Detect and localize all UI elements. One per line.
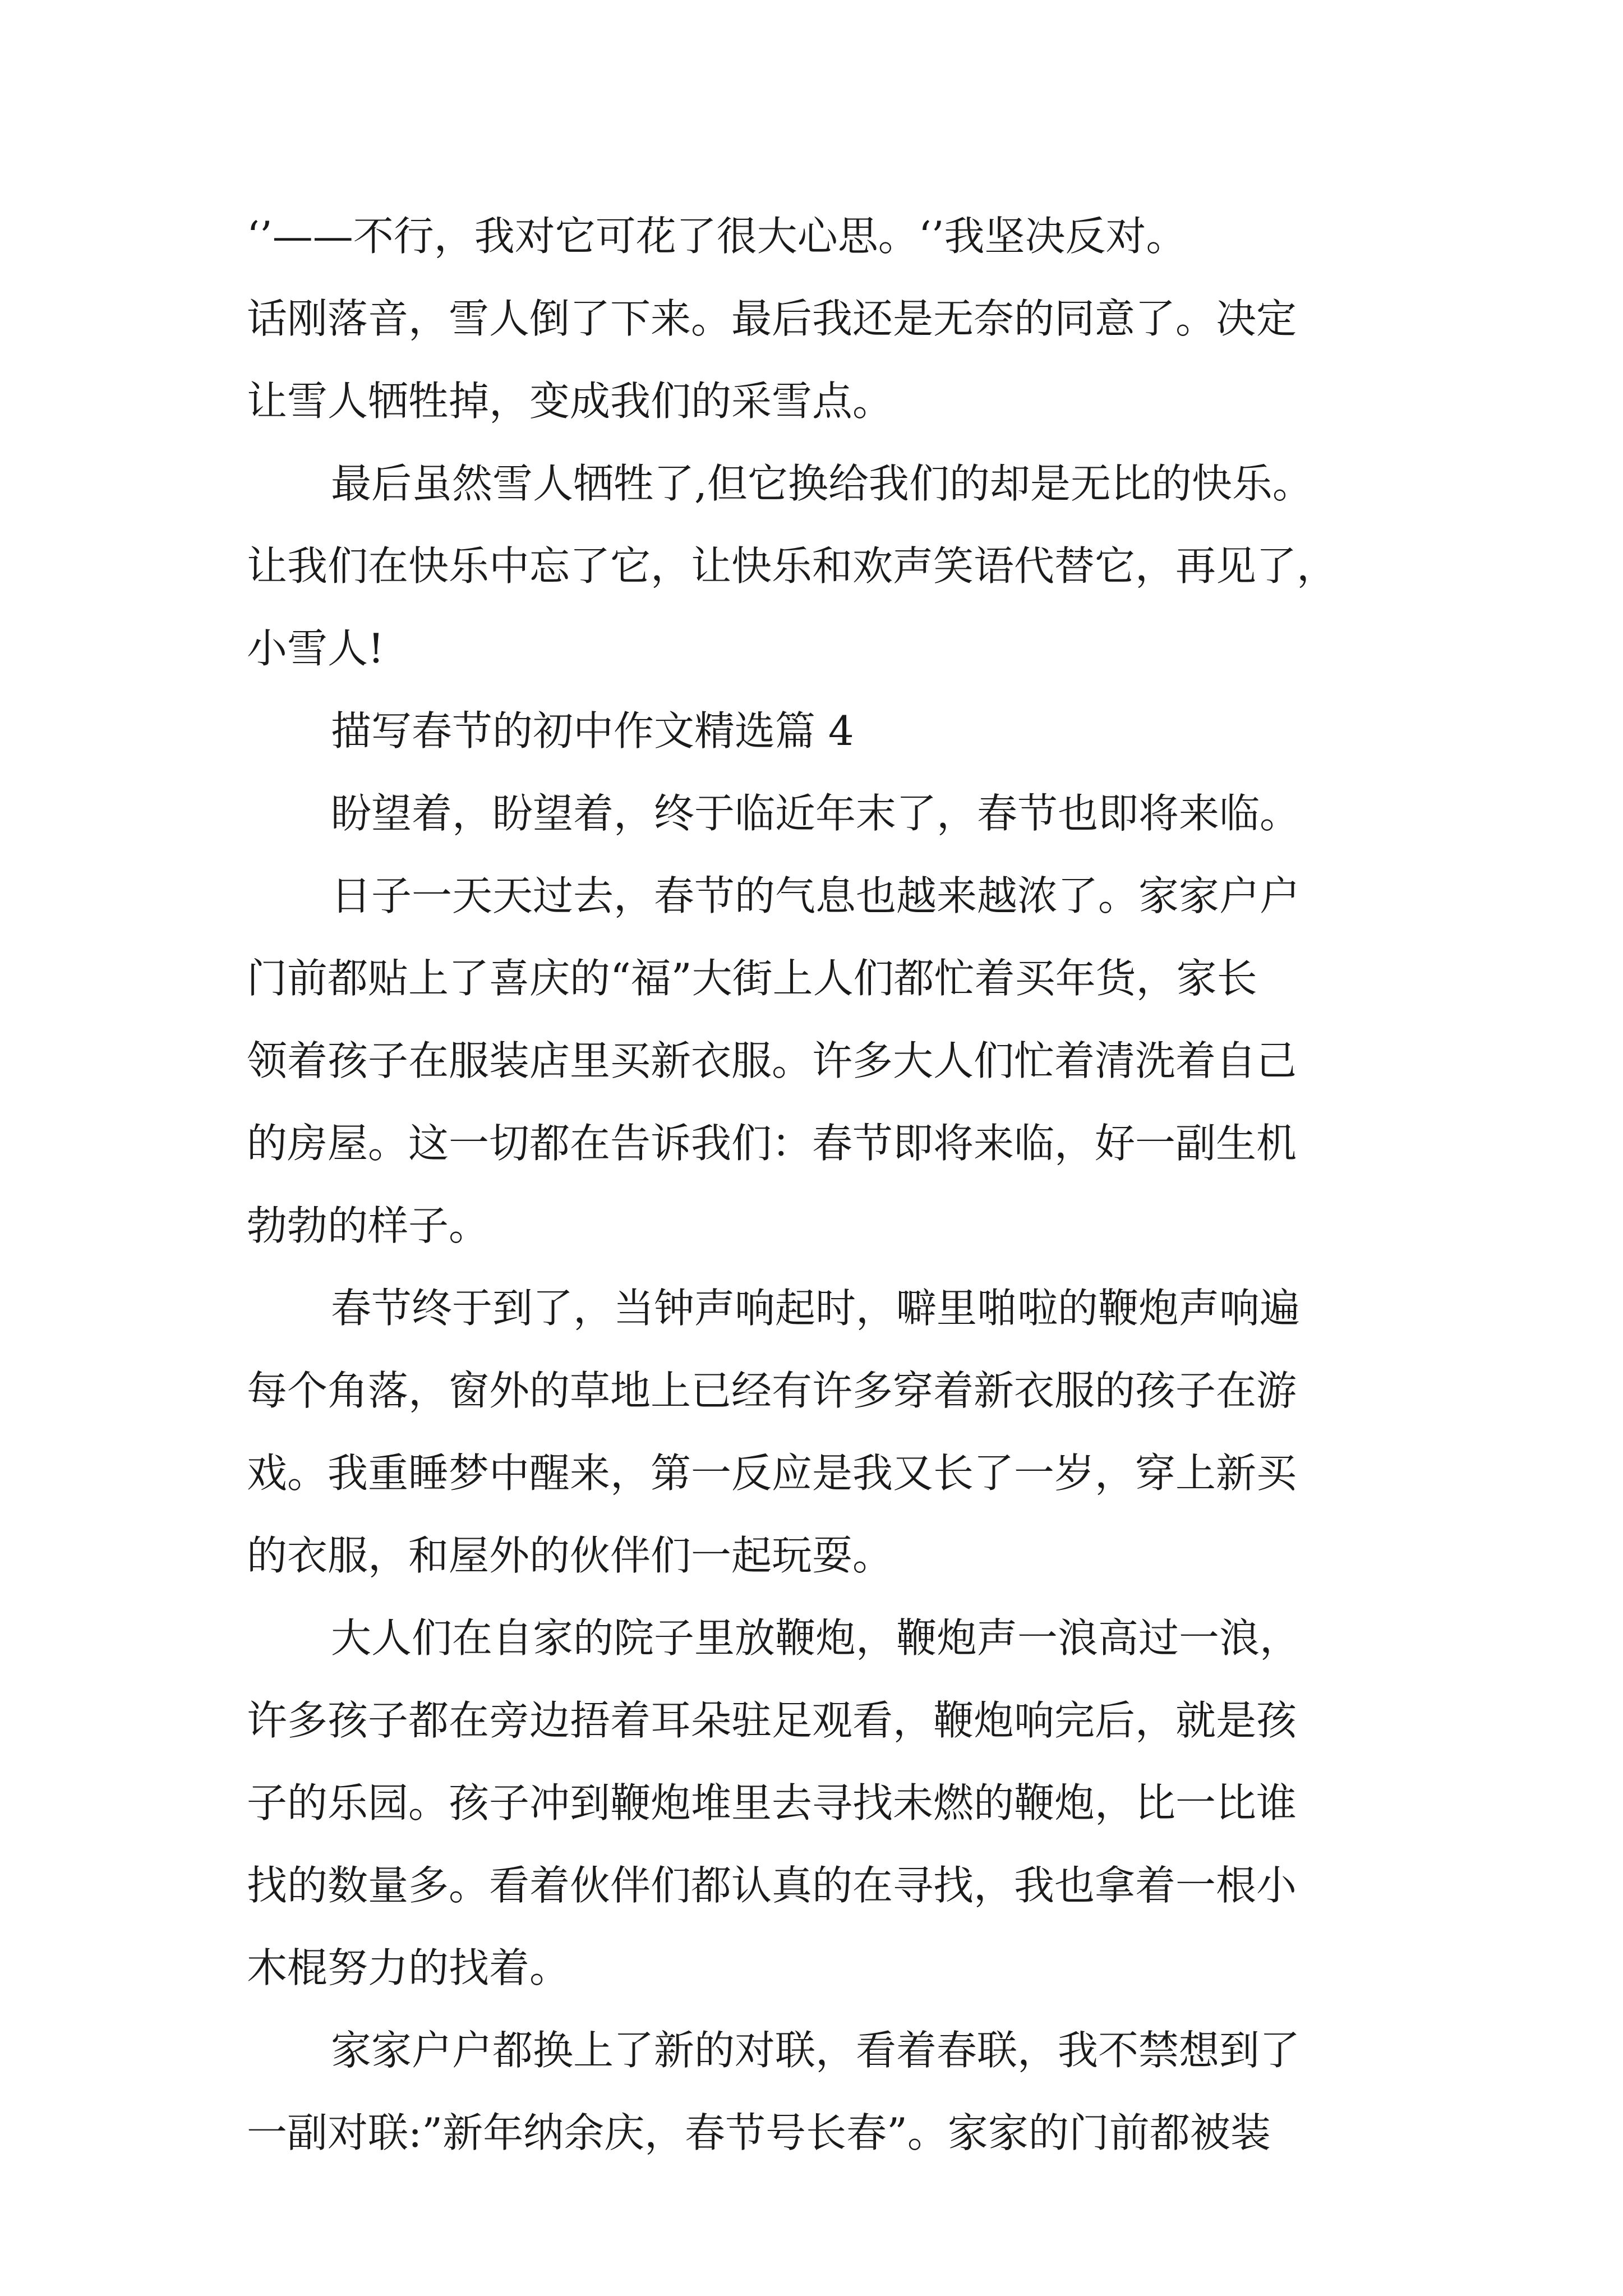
paragraph-start-line: 盼望着，盼望着，终于临近年末了，春节也即将来临。 — [331, 790, 1301, 837]
paragraph-start-line: 春节终于到了，当钟声响起时，噼里啪啦的鞭炮声响遍 — [331, 1285, 1301, 1332]
text-line: 的房屋。这一切都在告诉我们：春节即将来临，好一副生机 — [247, 1120, 1297, 1167]
text-line: 木棍努力的找着。 — [247, 1944, 570, 1991]
text-line: 子的乐园。孩子冲到鞭炮堆里去寻找未燃的鞭炮，比一比谁 — [247, 1779, 1297, 1826]
text-line: 小雪人! — [247, 625, 384, 672]
text-line: 让我们在快乐中忘了它，让快乐和欢声笑语代替它，再见了， — [247, 542, 1338, 590]
text-line: 勃勃的样子。 — [247, 1202, 490, 1249]
section-heading: 描写春节的初中作文精选篇 4 — [331, 707, 854, 754]
text-line: 许多孩子都在旁边捂着耳朵驻足观看，鞭炮响完后，就是孩 — [247, 1697, 1297, 1744]
paragraph-start-line: 大人们在自家的院子里放鞭炮，鞭炮声一浪高过一浪， — [331, 1614, 1301, 1662]
text-line: 的衣服，和屋外的伙伴们一起玩耍。 — [247, 1532, 893, 1579]
text-line: 戏。我重睡梦中醒来，第一反应是我又长了一岁，穿上新买 — [247, 1450, 1297, 1497]
text-line: 话刚落音，雪人倒了下来。最后我还是无奈的同意了。决定 — [247, 295, 1297, 342]
text-line: 一副对联:”新年纳余庆，春节号长春”。家家的门前都被装 — [247, 2109, 1271, 2156]
paragraph-start-line: 最后虽然雪人牺牲了,但它换给我们的却是无比的快乐。 — [331, 460, 1313, 507]
paragraph-start-line: 家家户户都换上了新的对联，看着春联，我不禁想到了 — [331, 2027, 1301, 2074]
text-line: 每个角落，窗外的草地上已经有许多穿着新衣服的孩子在游 — [247, 1367, 1297, 1414]
text-line: ‘’——不行，我对它可花了很大心思。‘’我坚决反对。 — [247, 213, 1187, 260]
paragraph-start-line: 日子一天天过去，春节的气息也越来越浓了。家家户户 — [331, 872, 1301, 919]
text-line: 领着孩子在服装店里买新衣服。许多大人们忙着清洗着自己 — [247, 1037, 1297, 1084]
text-line: 让雪人牺牲掉，变成我们的采雪点。 — [247, 378, 893, 425]
text-line: 找的数量多。看着伙伴们都认真的在寻找，我也拿着一根小 — [247, 1862, 1297, 1909]
text-line: 门前都贴上了喜庆的“福”大街上人们都忙着买年货，家长 — [247, 955, 1257, 1002]
